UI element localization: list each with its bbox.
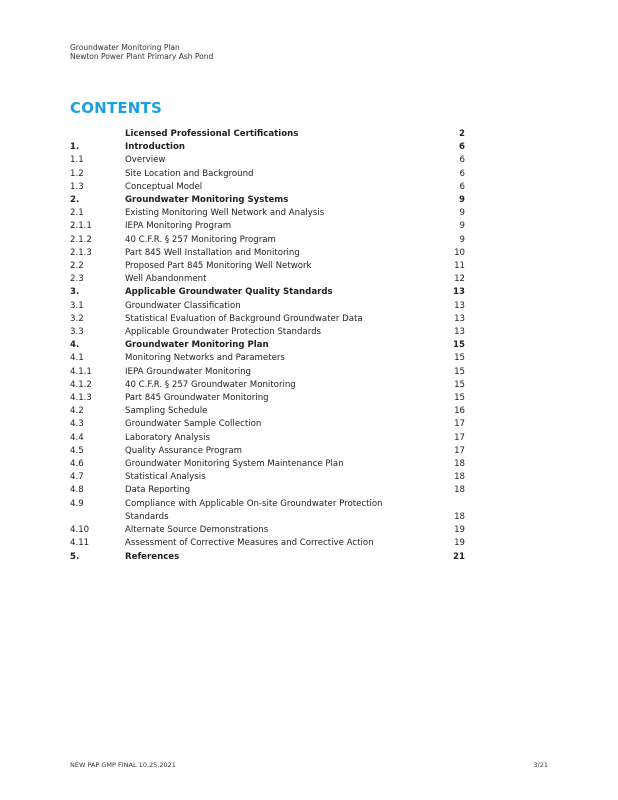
toc-entry-page: 17 bbox=[454, 432, 465, 443]
toc-entry-page: 9 bbox=[459, 234, 465, 245]
toc-entry-number: 2.1 bbox=[70, 208, 84, 219]
toc-entry-page: 18 bbox=[454, 459, 465, 470]
toc-entry[interactable] bbox=[70, 220, 465, 233]
footer-page-number: 3/21 bbox=[533, 761, 548, 769]
toc-entry-title: Well Abandonment bbox=[125, 274, 207, 285]
toc-entry-number: 4.7 bbox=[70, 472, 84, 483]
toc-entry-title: Proposed Part 845 Monitoring Well Network bbox=[125, 261, 312, 272]
toc-entry-page: 15 bbox=[454, 353, 465, 364]
toc-entry-page: 16 bbox=[454, 406, 465, 417]
toc-entry[interactable] bbox=[70, 498, 465, 524]
toc-entry-page: 19 bbox=[454, 538, 465, 549]
toc-entry[interactable] bbox=[70, 458, 465, 471]
toc-entry-title: Part 845 Groundwater Monitoring bbox=[125, 393, 269, 404]
toc-entry-page: 9 bbox=[459, 221, 465, 232]
toc-entry-page: 13 bbox=[454, 327, 465, 338]
toc-entry-page: 18 bbox=[454, 511, 465, 522]
table-of-contents bbox=[70, 128, 465, 564]
toc-entry-number: 4.1.2 bbox=[70, 379, 92, 390]
page-title: CONTENTS bbox=[70, 99, 162, 117]
toc-entry-title: Groundwater Sample Collection bbox=[125, 419, 262, 430]
toc-entry-number: 4. bbox=[70, 340, 80, 351]
toc-entry[interactable] bbox=[70, 418, 465, 431]
toc-entry-title: Part 845 Well Installation and Monitoring bbox=[125, 247, 300, 258]
toc-entry-title: References bbox=[125, 551, 180, 562]
toc-entry-title: Introduction bbox=[125, 142, 186, 153]
toc-entry-page: 15 bbox=[453, 340, 465, 351]
toc-entry[interactable] bbox=[70, 352, 465, 365]
toc-entry-number: 4.4 bbox=[70, 432, 84, 443]
toc-entry-title: Laboratory Analysis bbox=[125, 432, 210, 443]
toc-entry-number: 1. bbox=[70, 142, 80, 153]
toc-entry-title: Assessment of Corrective Measures and Corrective Action bbox=[125, 538, 374, 549]
toc-entry-title-line1: Compliance with Applicable On-site Groundwater Protection bbox=[125, 498, 383, 509]
toc-entry[interactable] bbox=[70, 141, 465, 154]
toc-entry-title: Groundwater Monitoring Plan bbox=[125, 340, 269, 351]
toc-entry[interactable] bbox=[70, 207, 465, 220]
toc-entry-title: Overview bbox=[125, 155, 166, 166]
toc-entry-title: Applicable Groundwater Quality Standards bbox=[125, 287, 333, 298]
toc-entry-number: 4.1.3 bbox=[70, 393, 92, 404]
toc-entry[interactable] bbox=[70, 313, 465, 326]
toc-entry[interactable] bbox=[70, 194, 465, 207]
toc-entry-title: Monitoring Networks and Parameters bbox=[125, 353, 285, 364]
toc-entry-number: 2. bbox=[70, 195, 80, 206]
toc-entry-title: Data Reporting bbox=[125, 485, 191, 496]
toc-entry-page: 11 bbox=[454, 261, 465, 272]
toc-entry-page: 6 bbox=[459, 142, 465, 153]
toc-entry-page: 15 bbox=[454, 379, 465, 390]
toc-entry[interactable] bbox=[70, 326, 465, 339]
toc-entry-number: 2.2 bbox=[70, 261, 84, 272]
toc-entry-title: Site Location and Background bbox=[125, 168, 254, 179]
toc-entry-number: 2.1.1 bbox=[70, 221, 92, 232]
toc-entry-page: 13 bbox=[453, 287, 465, 298]
toc-entry-number: 4.10 bbox=[70, 525, 90, 536]
toc-entry-page: 2 bbox=[459, 129, 465, 139]
toc-entry-page: 17 bbox=[454, 445, 465, 456]
toc-entry-title: IEPA Groundwater Monitoring bbox=[125, 366, 251, 377]
toc-entry-page: 13 bbox=[454, 313, 465, 324]
header-title: Groundwater Monitoring Plan bbox=[70, 43, 180, 52]
toc-entry-title: IEPA Monitoring Program bbox=[125, 221, 232, 232]
toc-entry[interactable] bbox=[70, 247, 465, 260]
toc-entry-page: 21 bbox=[453, 551, 465, 562]
toc-entry-number: 1.3 bbox=[70, 181, 84, 192]
toc-entry[interactable] bbox=[70, 524, 465, 537]
toc-entry-page: 9 bbox=[459, 195, 465, 206]
toc-entry-number: 4.6 bbox=[70, 459, 84, 470]
toc-entry-number: 4.9 bbox=[70, 498, 84, 509]
toc-entry[interactable] bbox=[70, 273, 465, 286]
toc-entry[interactable] bbox=[70, 300, 465, 313]
toc-entry[interactable] bbox=[70, 234, 465, 247]
toc-entry-title: Groundwater Classification bbox=[125, 300, 241, 311]
toc-entry-page: 19 bbox=[454, 525, 465, 536]
toc-entry-page: 9 bbox=[459, 208, 465, 219]
toc-entry-page: 6 bbox=[459, 168, 465, 179]
toc-entry-number: 2.1.3 bbox=[70, 247, 92, 258]
toc-entry-title: Groundwater Monitoring Systems bbox=[125, 195, 289, 206]
toc-entry-title: Alternate Source Demonstrations bbox=[125, 525, 269, 536]
toc-entry-title: Licensed Professional Certifications bbox=[125, 129, 299, 139]
toc-entry-title: Existing Monitoring Well Network and Analysis bbox=[125, 208, 325, 219]
toc-entry-page: 10 bbox=[454, 247, 465, 258]
toc-entry[interactable] bbox=[70, 168, 465, 181]
header-subtitle: Newton Power Plant Primary Ash Pond bbox=[70, 52, 214, 61]
toc-entry[interactable] bbox=[70, 379, 465, 392]
toc-entry-number: 2.3 bbox=[70, 274, 84, 285]
toc-entry[interactable] bbox=[70, 128, 465, 141]
toc-entry-page: 15 bbox=[454, 393, 465, 404]
toc-entry-number: 1.1 bbox=[70, 155, 84, 166]
toc-entry-title bbox=[125, 498, 435, 524]
toc-entry[interactable] bbox=[70, 445, 465, 458]
toc-entry-title: Groundwater Monitoring System Maintenance Plan bbox=[125, 459, 344, 470]
toc-entry-page: 12 bbox=[454, 274, 465, 285]
toc-entry-title: Statistical Analysis bbox=[125, 472, 206, 483]
toc-entry-title: Conceptual Model bbox=[125, 181, 203, 192]
toc-entry-page: 17 bbox=[454, 419, 465, 430]
toc-entry[interactable] bbox=[70, 366, 465, 379]
toc-entry[interactable] bbox=[70, 154, 465, 167]
toc-entry[interactable] bbox=[70, 260, 465, 273]
toc-entry[interactable] bbox=[70, 484, 465, 497]
toc-entry-page: 6 bbox=[459, 155, 465, 166]
toc-entry-number: 3.3 bbox=[70, 327, 84, 338]
toc-entry-page: 18 bbox=[454, 472, 465, 483]
toc-entry-number: 4.1.1 bbox=[70, 366, 92, 377]
toc-entry-title: Statistical Evaluation of Background Groundwater Data bbox=[125, 313, 363, 324]
toc-entry-title: 40 C.F.R. § 257 Monitoring Program bbox=[125, 234, 276, 245]
toc-entry[interactable] bbox=[70, 471, 465, 484]
toc-entry-title: 40 C.F.R. § 257 Groundwater Monitoring bbox=[125, 379, 296, 390]
toc-entry-number: 4.2 bbox=[70, 406, 84, 417]
toc-entry-page: 15 bbox=[454, 366, 465, 377]
toc-entry-number: 3.2 bbox=[70, 313, 84, 324]
toc-entry-title: Applicable Groundwater Protection Standards bbox=[125, 327, 322, 338]
toc-entry-number: 4.5 bbox=[70, 445, 84, 456]
toc-entry[interactable] bbox=[70, 551, 465, 564]
toc-entry[interactable] bbox=[70, 537, 465, 550]
toc-entry[interactable] bbox=[70, 181, 465, 194]
toc-entry[interactable] bbox=[70, 286, 465, 299]
toc-entry-number: 5. bbox=[70, 551, 80, 562]
toc-entry-number: 4.1 bbox=[70, 353, 84, 364]
toc-entry-number: 4.11 bbox=[70, 538, 90, 549]
document-header bbox=[70, 43, 213, 61]
toc-entry-number: 3.1 bbox=[70, 300, 84, 311]
toc-entry[interactable] bbox=[70, 405, 465, 418]
toc-entry-page: 18 bbox=[454, 485, 465, 496]
toc-entry[interactable] bbox=[70, 432, 465, 445]
toc-entry-number: 1.2 bbox=[70, 168, 84, 179]
toc-entry-page: 6 bbox=[459, 181, 465, 192]
toc-entry-number: 2.1.2 bbox=[70, 234, 92, 245]
toc-entry-number: 4.3 bbox=[70, 419, 84, 430]
toc-entry-number: 3. bbox=[70, 287, 80, 298]
toc-entry-title: Quality Assurance Program bbox=[125, 445, 242, 456]
toc-entry-title-line2: Standards bbox=[125, 511, 169, 522]
toc-entry-page: 13 bbox=[454, 300, 465, 311]
toc-entry-title: Sampling Schedule bbox=[125, 406, 208, 417]
footer-document-id: NEW PAP GMP FINAL 10.25.2021 bbox=[70, 761, 176, 769]
toc-entry-number: 4.8 bbox=[70, 485, 84, 496]
toc-entry[interactable] bbox=[70, 339, 465, 352]
toc-entry[interactable] bbox=[70, 392, 465, 405]
